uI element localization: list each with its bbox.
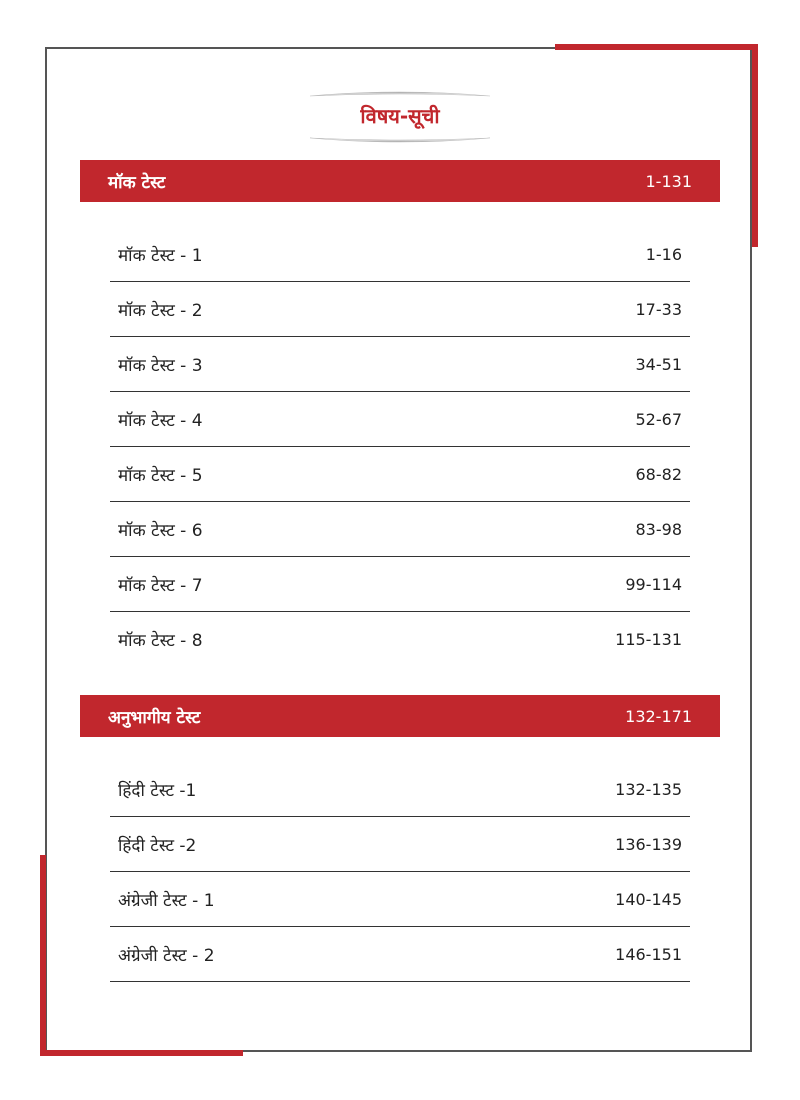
- list-item: [110, 927, 690, 982]
- corner-accent-bottom: [40, 1050, 243, 1056]
- list-item: [110, 392, 690, 447]
- list-item: [110, 447, 690, 502]
- corner-accent-bottom: [40, 855, 46, 1056]
- item-label: मॉक टेस्ट - 1: [118, 245, 203, 266]
- corner-accent-top: [752, 44, 758, 247]
- section-sectional-tests: [80, 695, 720, 982]
- item-pages: 34-51: [635, 354, 682, 374]
- item-label: मॉक टेस्ट - 5: [118, 465, 203, 486]
- list-item: [110, 817, 690, 872]
- item-pages: 83-98: [635, 519, 682, 539]
- section-page-range: 132-171: [625, 706, 692, 726]
- item-pages: 146-151: [615, 944, 682, 964]
- list-item: [110, 612, 690, 667]
- item-label: मॉक टेस्ट - 2: [118, 300, 203, 321]
- section-page-range: 1-131: [645, 171, 692, 191]
- list-item: [110, 282, 690, 337]
- list-item: [110, 762, 690, 817]
- item-pages: 115-131: [615, 630, 682, 649]
- item-label: मॉक टेस्ट - 4: [118, 410, 203, 431]
- item-pages: 136-139: [615, 834, 682, 854]
- item-pages: 17-33: [635, 299, 682, 319]
- title-banner: [300, 88, 500, 146]
- contents-list: [110, 762, 690, 982]
- contents-list: [110, 227, 690, 667]
- corner-accent-top: [555, 44, 758, 50]
- item-pages: 99-114: [625, 574, 682, 594]
- item-pages: 132-135: [615, 779, 682, 799]
- section-mock-tests: [80, 160, 720, 667]
- item-label: मॉक टेस्ट - 6: [118, 520, 203, 541]
- list-item: [110, 502, 690, 557]
- item-label: हिंदी टेस्ट -1: [118, 780, 197, 801]
- item-pages: 1-16: [645, 244, 682, 264]
- item-label: हिंदी टेस्ट -2: [118, 835, 197, 856]
- section-header: [80, 160, 720, 202]
- item-label: अंग्रेजी टेस्ट - 1: [118, 890, 215, 911]
- item-pages: 140-145: [615, 889, 682, 909]
- item-label: मॉक टेस्ट - 3: [118, 355, 203, 376]
- list-item: [110, 557, 690, 612]
- item-pages: 68-82: [635, 464, 682, 484]
- item-pages: 52-67: [635, 409, 682, 429]
- list-item: [110, 337, 690, 392]
- item-label: मॉक टेस्ट - 8: [118, 631, 203, 651]
- item-label: अंग्रेजी टेस्ट - 2: [118, 945, 215, 966]
- section-heading: अनुभागीय टेस्ट: [108, 707, 201, 728]
- list-item: [110, 872, 690, 927]
- section-heading: मॉक टेस्ट: [108, 172, 166, 193]
- page-title: विषय-सूची: [360, 104, 440, 128]
- item-label: मॉक टेस्ट - 7: [118, 575, 203, 596]
- section-header: [80, 695, 720, 737]
- list-item: [110, 227, 690, 282]
